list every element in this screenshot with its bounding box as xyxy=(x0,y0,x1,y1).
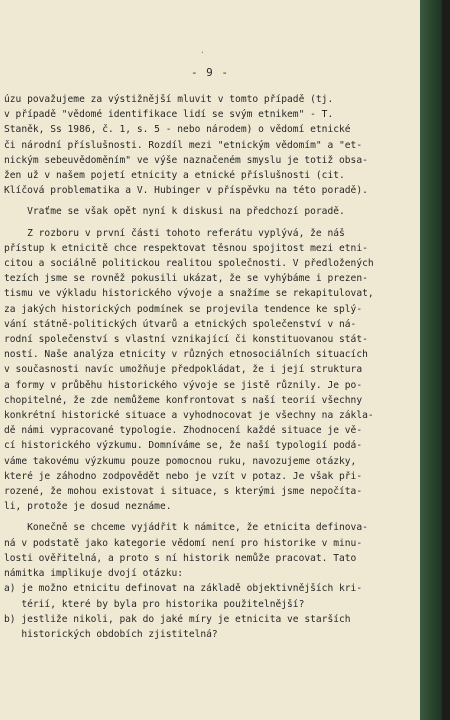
text-line: v současnosti navíc umožňuje předpokládat, že i její struktura xyxy=(4,364,363,376)
text-line: úzu považujeme za výstižnější mluvit v tomto případě (tj. xyxy=(4,94,334,105)
text-line: historických obdobích zjistitelná? xyxy=(4,628,218,640)
text-line: citou a sociálně politickou realitou společnosti. V předložených xyxy=(4,258,374,270)
page-number: - 9 - xyxy=(190,66,230,79)
page-edge xyxy=(442,0,450,720)
text-line: térií, které by byla pro historika použitelnější? xyxy=(4,598,305,610)
text-line: Staněk, Ss 1986, č. 1, s. 5 - nebo národem) o vědomí etnické xyxy=(4,124,351,136)
text-line: v případě "vědomé identifikace lidí se svým etnikem" - T. xyxy=(4,109,334,121)
text-line: li, protože je dosud neznáme. xyxy=(4,501,172,513)
text-line: chopitelné, že zde nemůžeme konfrontovat s naší teorií všechny xyxy=(4,394,363,406)
text-line: tismu ve výkladu historického vývoje a snažíme se rekapitulovat, xyxy=(4,288,374,300)
text-line: dě námi vypracované typologie. Zhodnocení každé situace je vě- xyxy=(4,425,363,437)
text-line: či národní příslušnosti. Rozdíl mezi "etnickým vědomím" a "et- xyxy=(4,139,363,151)
text-line: rozené, že mohou existovat i situace, s kterými jsme nepočíta- xyxy=(4,486,363,498)
text-line: ná v podstatě jako kategorie vědomí není pro historike v minu- xyxy=(4,537,363,549)
text-line: které je záhodno zodpovědět nebo je vzít v potaz. Je však při- xyxy=(4,470,363,482)
body-text xyxy=(0,92,420,642)
text-line: tezích jsme se rovněž pokusili ukázat, že se vyhýbáme i prezen- xyxy=(4,273,368,285)
text-line: Vraťme se však opět nyní k diskusi na předchozí poradě. xyxy=(4,206,345,218)
text-line: Konečně se chceme vyjádřit k námitce, že etnicita definova- xyxy=(4,522,368,534)
text-line: Z rozboru v první části tohoto referátu vyplývá, že náš xyxy=(4,227,345,239)
text-line: Klíčová problematika a V. Hubinger v příspěvku na této poradě). xyxy=(4,185,368,197)
text-line: a) je možno etnicitu definovat na základě objektivnějších kri- xyxy=(4,583,363,595)
text-line: a formy v průběhu historického vývoje se jistě různily. Je po- xyxy=(4,379,363,391)
text-line: cí historického výzkumu. Domníváme se, že naší typologií podá- xyxy=(4,440,363,452)
text-line: nickým sebeuvědoměním" ve výše naznačeném smyslu je totiž obsa- xyxy=(4,154,368,166)
text-line: ností. Naše analýza etnicity v různých etnosociálních situacích xyxy=(4,349,368,361)
ink-mark: · xyxy=(200,48,205,57)
text-line: za jakých historických podmínek se projevila tendence ke splý- xyxy=(4,303,363,315)
text-line: přístup k etnicitě chce respektovat těsnou spojitost mezi etni- xyxy=(4,242,368,254)
book-binding xyxy=(420,0,442,720)
text-line: losti ověřitelná, a proto s ní historik nemůže pracovat. Tato xyxy=(4,552,357,564)
text-line: váme takovému výzkumu pouze pomocnou ruku, navozujeme otázky, xyxy=(4,455,357,467)
text-line: žen už v našem pojetí etnicity a etnické příslušnosti (cit. xyxy=(4,170,345,182)
text-line: konkrétní historické situace a vyhodnocovat je všechny na zákla- xyxy=(4,410,374,422)
text-line: vání státně-politických útvarů a etnických společenství v ná- xyxy=(4,318,357,330)
text-line: rodní společenství s vlastní vznikající či konstituovanou stát- xyxy=(4,334,368,346)
text-line: námitka implikuje dvojí otázku: xyxy=(4,568,184,580)
text-line: b) jestliže nikoli, pak do jaké míry je etnicita ve starších xyxy=(4,613,351,625)
